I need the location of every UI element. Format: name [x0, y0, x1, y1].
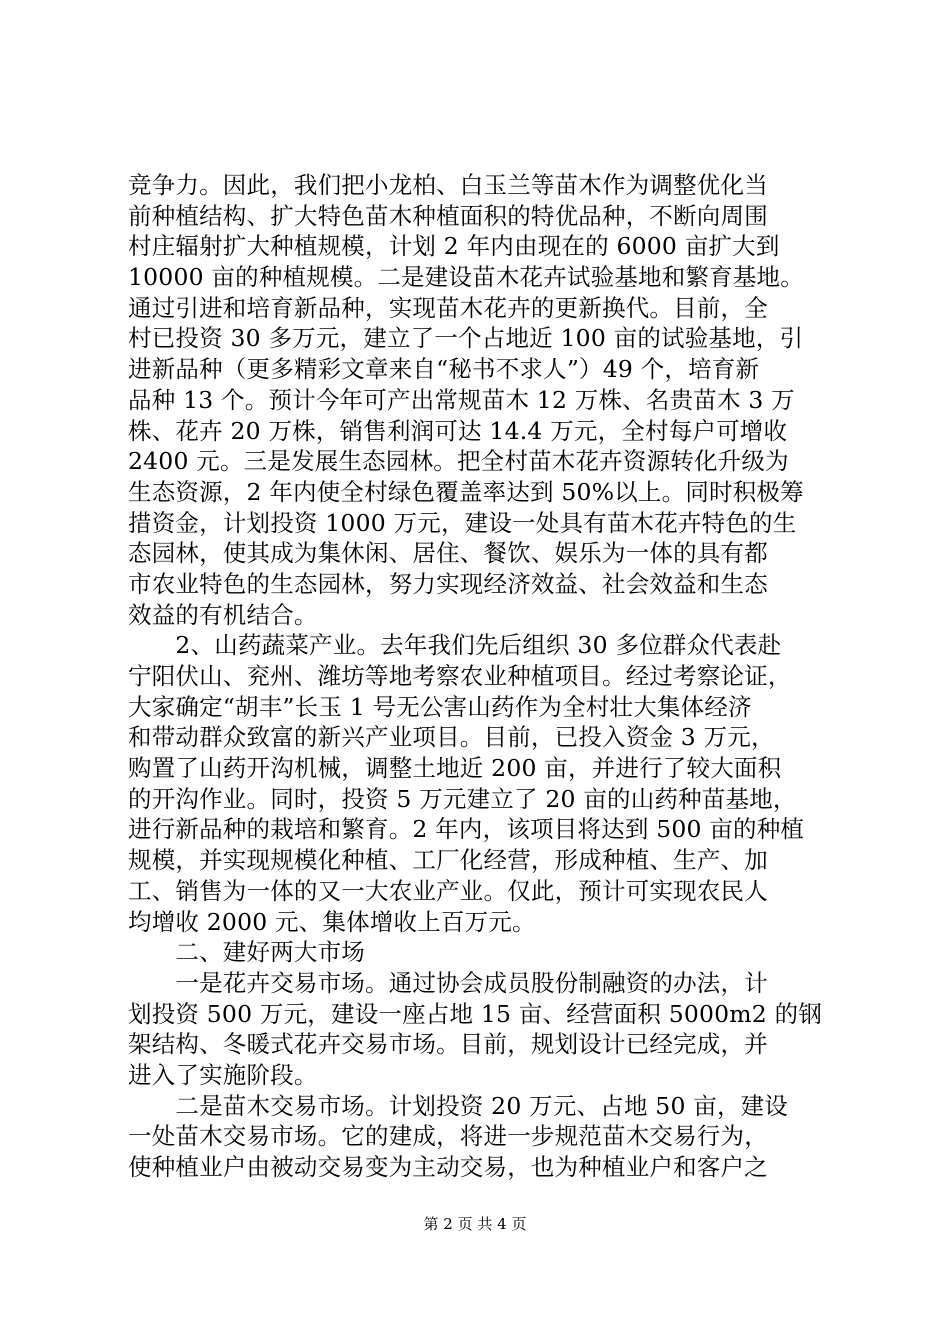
text-line: 和带动群众致富的新兴产业项目。目前，已投入资金 3 万元，	[128, 723, 775, 752]
text-line: 村已投资 30 多万元，建立了一个占地近 100 亩的试验基地，引	[128, 324, 804, 353]
page-number-footer: 第 2 页 共 4 页	[423, 1215, 527, 1233]
text-line: 态园林，使其成为集休闲、居住、餐饮、娱乐为一体的具有都	[128, 539, 768, 568]
text-line: 2400 元。三是发展生态园林。把全村苗木花卉资源转化升级为	[128, 447, 789, 476]
text-line: 效益的有机结合。	[128, 600, 318, 629]
text-line: 品种 13 个。预计今年可产出常规苗木 12 万株、名贵苗木 3 万	[128, 385, 795, 414]
text-line: 的开沟作业。同时，投资 5 万元建立了 20 亩的山药种苗基地，	[128, 784, 797, 813]
text-line: 一处苗木交易市场。它的建成，将进一步规范苗木交易行为，	[128, 1122, 768, 1151]
text-line: 规模，并实现规模化种植、工厂化经营，形成种植、生产、加	[128, 846, 768, 875]
text-line: 生态资源，2 年内使全村绿色覆盖率达到 50%以上。同时积极筹	[128, 477, 804, 506]
body-text	[128, 170, 848, 1183]
text-line: 进行新品种的栽培和繁育。2 年内，该项目将达到 500 亩的种植	[128, 815, 805, 844]
text-line: 大家确定“胡丰”长玉 1 号无公害山药作为全村壮大集体经济	[128, 692, 752, 721]
text-line: 村庄辐射扩大种植规模，计划 2 年内由现在的 6000 亩扩大到	[128, 232, 780, 261]
text-line: 株、花卉 20 万株，销售利润可达 14.4 万元，全村每户可增收	[128, 416, 788, 445]
text-line: 进新品种（更多精彩文章来自“秘书不求人”）49 个，培育新	[128, 355, 760, 384]
text-line: 前种植结构、扩大特色苗木种植面积的特优品种，不断向周围	[128, 201, 768, 230]
text-line: 购置了山药开沟机械，调整土地近 200 亩，并进行了较大面积	[128, 754, 782, 783]
text-line: 架结构、冬暖式花卉交易市场。目前，规划设计已经完成，并	[128, 1030, 768, 1059]
text-line: 一是花卉交易市场。通过协会成员股份制融资的办法，计	[128, 968, 768, 997]
section-heading: 二、建好两大市场	[128, 938, 365, 967]
text-line: 措资金，计划投资 1000 万元，建设一处具有苗木花卉特色的生	[128, 508, 797, 537]
text-line: 2、山药蔬菜产业。去年我们先后组织 30 多位群众代表赴	[128, 631, 782, 660]
text-line: 使种植业户由被动交易变为主动交易，也为种植业户和客户之	[128, 1153, 768, 1181]
text-line: 通过引进和培育新品种，实现苗木花卉的更新换代。目前，全	[128, 293, 768, 322]
text-line: 均增收 2000 元、集体增收上百万元。	[128, 907, 536, 936]
text-line: 宁阳伏山、兖州、潍坊等地考察农业种植项目。经过考察论证，	[128, 662, 792, 690]
text-line: 划投资 500 万元，建设一座占地 15 亩、经营面积 5000m2 的钢	[128, 999, 823, 1028]
text-line: 市农业特色的生态园林，努力实现经济效益、社会效益和生态	[128, 569, 768, 598]
text-line: 10000 亩的种植规模。二是建设苗木花卉试验基地和繁育基地。	[128, 263, 804, 292]
text-line: 进入了实施阶段。	[128, 1060, 318, 1089]
text-line: 二是苗木交易市场。计划投资 20 万元、占地 50 亩，建设	[128, 1091, 789, 1120]
text-line: 工、销售为一体的又一大农业产业。仅此，预计可实现农民人	[128, 876, 768, 905]
text-line: 竞争力。因此，我们把小龙柏、白玉兰等苗木作为调整优化当	[128, 171, 768, 199]
